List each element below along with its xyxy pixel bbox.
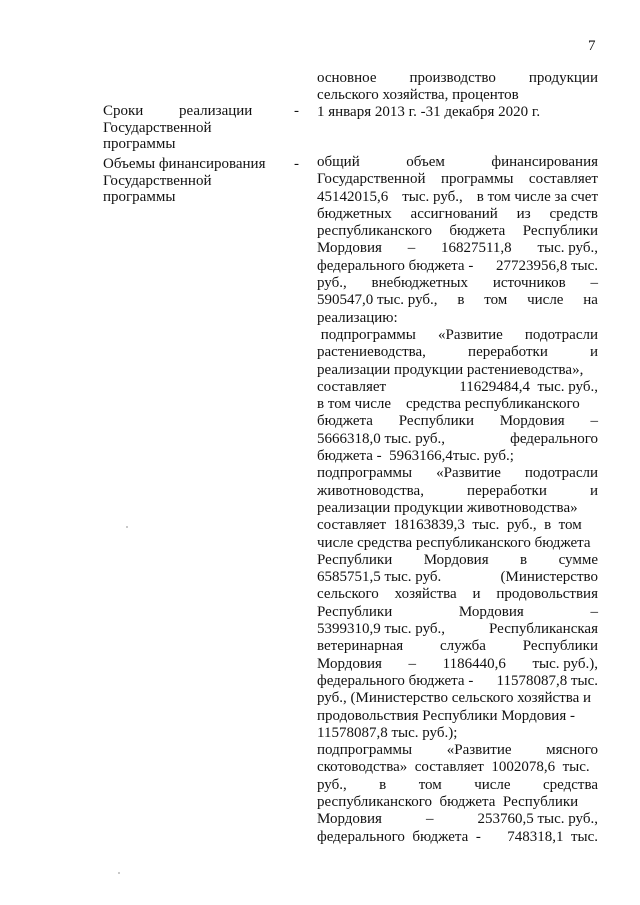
text-run: ветеринарная [317, 638, 404, 655]
text-run: 5666318,0 тыс. руб., [317, 430, 446, 447]
text-run: 590547,0 тыс. руб., [317, 292, 438, 309]
funding-line [317, 708, 598, 725]
text-run: Мордовия [458, 603, 524, 620]
text-run: руб., [317, 776, 347, 793]
label-word: программы [103, 189, 176, 205]
text-run: – [408, 655, 417, 672]
text-run: (Министерство [500, 569, 598, 586]
text-run: Республиканская [489, 621, 598, 638]
text-run: основное [317, 70, 377, 86]
text-run: общий [317, 154, 360, 170]
text-run: источников [492, 275, 566, 292]
funding-line [317, 206, 598, 223]
text-run: подпрограммы [317, 326, 416, 343]
text-run: в том числе средства республиканского [317, 396, 580, 413]
text-run: федерального бюджета - [317, 828, 481, 845]
funding-line [317, 344, 598, 361]
text-run: составляет 18163839,3 тыс. руб., в том [317, 517, 582, 534]
text-run: числе [474, 776, 511, 793]
text-line [317, 87, 598, 104]
text-line [317, 70, 598, 87]
text-run: растениеводства, [317, 344, 426, 361]
text-run: том [484, 292, 508, 309]
funding-line [317, 292, 598, 309]
text-run: федерального [510, 430, 598, 447]
text-run: реализацию: [317, 309, 398, 326]
label-word: Государственной [103, 119, 212, 136]
text-run: Республики [317, 551, 393, 568]
funding-line [317, 413, 598, 430]
text-run: из [516, 205, 531, 222]
label-word: Объемы финансирования [103, 156, 266, 172]
funding-line [317, 569, 598, 586]
text-run: переработки [467, 482, 547, 499]
text-run: 27723956,8 тыс. [495, 257, 598, 274]
text-run: 5399310,9 тыс. руб., [317, 621, 446, 638]
funding-line [317, 362, 598, 379]
text-run: реализации продукции растениеводства», [317, 361, 584, 378]
text-run: объем [406, 154, 445, 170]
text-run: – [590, 603, 598, 620]
text-run: на [583, 292, 598, 309]
margin-mark [126, 526, 128, 528]
funding-line [317, 725, 598, 742]
label-line [103, 189, 299, 206]
text-run: 11578087,8 тыс. [496, 672, 598, 689]
text-run: и [472, 586, 481, 603]
funding-line [317, 656, 598, 673]
funding-line [317, 379, 598, 396]
funding-line [317, 500, 598, 517]
funding-line [317, 258, 598, 275]
text-run: в [520, 551, 528, 568]
text-run: – [590, 275, 598, 292]
funding-line [317, 604, 598, 621]
funding-line [317, 483, 598, 500]
funding-line [317, 535, 598, 552]
text-run: Республики [317, 603, 393, 620]
text-run: и [589, 482, 598, 499]
label-dash: - [294, 156, 299, 172]
text-run: 16827511,8 [440, 240, 512, 257]
text-run: Мордовия [499, 413, 565, 430]
text-run: продукции [528, 70, 598, 86]
text-run: средств [549, 205, 598, 222]
funding-line [317, 448, 598, 465]
text-run: составляет [528, 171, 598, 188]
funding-line [317, 673, 598, 690]
text-run: – [590, 413, 598, 430]
text-run: в том числе за счет [476, 188, 598, 205]
label-word: Сроки [103, 103, 144, 119]
text-run: сумме [558, 551, 598, 568]
text-run: и [589, 344, 598, 361]
text-run: Мордовия [317, 240, 382, 257]
funding-line [317, 690, 598, 707]
text-run: Республики [522, 638, 598, 655]
text-run: Республики [522, 223, 598, 240]
funding-line [317, 621, 598, 638]
text-run: реализации продукции животноводства» [317, 499, 578, 516]
funding-line [317, 240, 598, 257]
funding-goals-continuation [317, 70, 598, 104]
text-run: федерального бюджета - [317, 672, 474, 689]
text-run: финансирования [491, 154, 598, 170]
text-run: 45142015,6 [317, 188, 389, 205]
funding-line [317, 189, 598, 206]
text-run: в [379, 776, 387, 793]
funding-line [317, 794, 598, 811]
text-run: Мордовия [317, 655, 382, 672]
text-run: продовольствия Республики Мордовия - [317, 707, 575, 724]
text-run: в [457, 292, 465, 309]
funding-label [103, 156, 299, 206]
text-run: подпрограммы [317, 465, 413, 482]
funding-line [317, 275, 598, 292]
funding-line [317, 154, 598, 171]
text-run: продовольствия [496, 586, 598, 603]
text-run: – [407, 240, 416, 257]
text-run: Государственной [317, 171, 426, 188]
funding-line [317, 742, 598, 759]
text-run: республиканского бюджета Республики [317, 793, 579, 810]
text-run: «Развитие [438, 326, 503, 343]
text-run: «Развитие [446, 742, 512, 759]
text-run: Республики [398, 413, 474, 430]
text-run: 11578087,8 тыс. руб.); [317, 724, 458, 741]
text-run: «Развитие [436, 465, 501, 482]
text-run: подпрограммы [317, 742, 413, 759]
label-dash: - [293, 103, 299, 119]
text-run: сельского [317, 586, 379, 603]
text-run: числе [527, 292, 564, 309]
text-run: служба [440, 638, 486, 655]
text-run: производство [409, 70, 496, 86]
text-run: бюджета [317, 413, 373, 430]
text-run: сельского хозяйства, процентов [317, 87, 519, 103]
label-line [103, 156, 299, 173]
page-number: 7 [588, 38, 596, 54]
funding-line [317, 310, 598, 327]
text-run: переработки [468, 344, 548, 361]
text-run: ассигнований [410, 205, 498, 222]
timeline-value: 1 января 2013 г. -31 декабря 2020 г. [317, 104, 541, 120]
text-run: федерального бюджета - [317, 257, 474, 274]
text-run: внебюджетных [371, 275, 469, 292]
funding-line [317, 517, 598, 534]
text-run: 748318,1 тыс. [507, 828, 598, 845]
text-run: 253760,5 тыс. руб., [477, 811, 598, 828]
funding-line [317, 396, 598, 413]
text-run: том [418, 776, 442, 793]
text-run: 11629484,4 тыс. руб., [459, 378, 598, 395]
text-run: бюджета [449, 223, 506, 240]
text-run: руб., [317, 275, 347, 292]
label-line [103, 136, 299, 153]
funding-line [317, 638, 598, 655]
text-run: тыс. руб., [537, 240, 598, 257]
margin-mark [118, 872, 120, 874]
funding-line [317, 586, 598, 603]
funding-line [317, 811, 598, 828]
funding-line [317, 327, 598, 344]
text-run: руб., (Министерство сельского хозяйства и [317, 690, 592, 707]
funding-line [317, 465, 598, 482]
text-run: животноводства, [317, 482, 424, 499]
label-line [103, 173, 299, 190]
label-word: реализации [179, 103, 253, 119]
text-run: мясного [546, 742, 598, 759]
text-run: тыс. руб.), [532, 655, 598, 672]
text-run: Мордовия [423, 551, 489, 568]
text-run: средства [542, 776, 598, 793]
label-word: Государственной [103, 172, 212, 189]
label-line [103, 103, 299, 120]
funding-line [317, 759, 598, 776]
text-run: тыс. руб., [402, 188, 463, 205]
label-word: программы [103, 136, 176, 152]
funding-line [317, 552, 598, 569]
text-run: программы [441, 171, 514, 188]
funding-line [317, 777, 598, 794]
funding-line [317, 171, 598, 188]
funding-line [317, 431, 598, 448]
funding-value [317, 154, 598, 846]
text-run: – [425, 811, 434, 828]
text-run: подотрасли [524, 326, 598, 343]
text-run: 1186440,6 [442, 655, 506, 672]
text-run: подотрасли [524, 465, 598, 482]
funding-line [317, 829, 598, 846]
text-run: составляет [317, 378, 387, 395]
text-run: бюджета - 5963166,4тыс. руб.; [317, 448, 514, 465]
text-run: хозяйства [394, 586, 457, 603]
text-run: республиканского [317, 223, 432, 240]
text-run: числе средства республиканского бюджета [317, 534, 591, 551]
text-run: Мордовия [317, 811, 382, 828]
funding-line [317, 223, 598, 240]
label-line [103, 120, 299, 137]
text-run: 6585751,5 тыс. руб. [317, 569, 442, 586]
timeline-label [103, 103, 299, 153]
text-run: бюджетных [317, 205, 392, 222]
text-run: скотоводства» составляет 1002078,6 тыс. [317, 759, 590, 776]
